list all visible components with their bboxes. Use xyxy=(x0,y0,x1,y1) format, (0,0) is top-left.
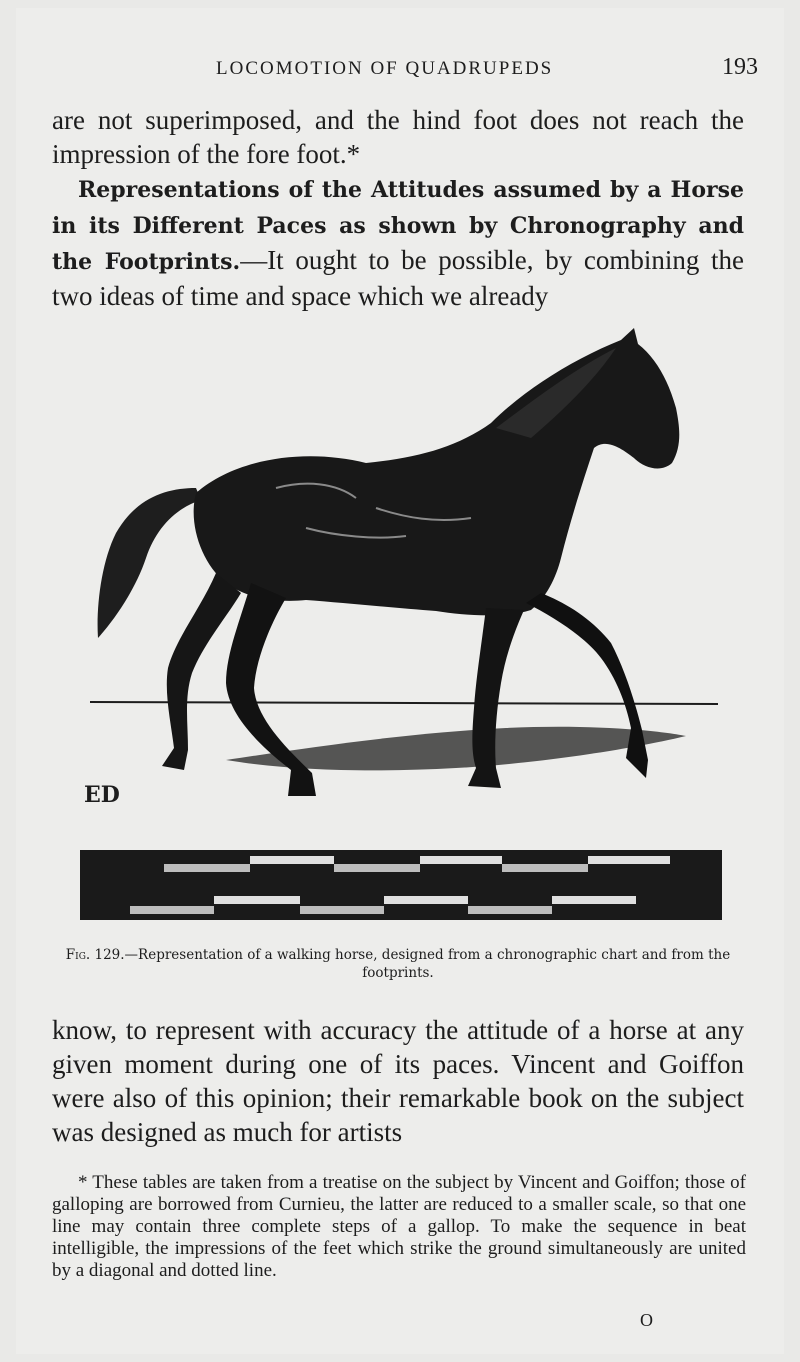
lower-bar-4 xyxy=(384,896,468,904)
upper-bar-1 xyxy=(164,864,250,872)
upper-bar-4 xyxy=(420,856,502,864)
lower-bar-2 xyxy=(214,896,300,904)
running-title: LOCOMOTION OF QUADRUPEDS xyxy=(216,58,554,79)
figure-label: Fig. 129. xyxy=(65,947,125,963)
engraver-monogram: ED xyxy=(84,782,120,808)
page-number: 193 xyxy=(722,54,758,80)
figure-caption xyxy=(52,946,744,982)
upper-bar-5 xyxy=(502,864,588,872)
horse-illustration xyxy=(76,318,726,818)
paragraph-section xyxy=(52,171,744,313)
lower-bar-6 xyxy=(552,896,636,904)
lower-bar-1 xyxy=(130,906,214,914)
page-header xyxy=(66,52,760,88)
section-heading: Representations of the Attitudes assumed by a Horse in its Different Paces as shown by Chronography and the Footprints. xyxy=(52,177,744,275)
footnote xyxy=(52,1172,746,1282)
upper-bar-6 xyxy=(588,856,670,864)
horse-body xyxy=(194,328,680,615)
footnote-text: * These tables are taken from a treatise on the subject by Vincent and Goiffon; those of galloping are borrowed from Curnieu, the latter are reduced to a smaller scale, so that one line may contain three complete steps of a gallop. To make the sequence in beat intelligible, the impressions of the feet which strike the ground simultaneously are united by a diagonal and dotted line. xyxy=(52,1172,746,1281)
signature-mark: O xyxy=(640,1310,653,1330)
lower-bar-3 xyxy=(300,906,384,914)
chronographic-chart xyxy=(80,850,722,920)
upper-bar-2 xyxy=(250,856,334,864)
horse-tail xyxy=(98,488,201,638)
paragraph-body: know, to represent with accuracy the attitude of a horse at any given moment during one of its paces. Vincent and Goiffon were also of this opinion; their remarkable book on the subject was designed as much for artists xyxy=(52,1015,744,1147)
caption-text: —Representation of a walking horse, designed from a chronographic chart and from the footprints. xyxy=(124,947,731,981)
section-text: —It ought to be possible, by combining the two ideas of time and space which we already xyxy=(52,245,744,311)
paragraph-continuation: are not superimposed, and the hind foot does not reach the impression of the fore foot.* xyxy=(52,105,744,169)
lower-bar-5 xyxy=(468,906,552,914)
upper-bar-3 xyxy=(334,864,420,872)
